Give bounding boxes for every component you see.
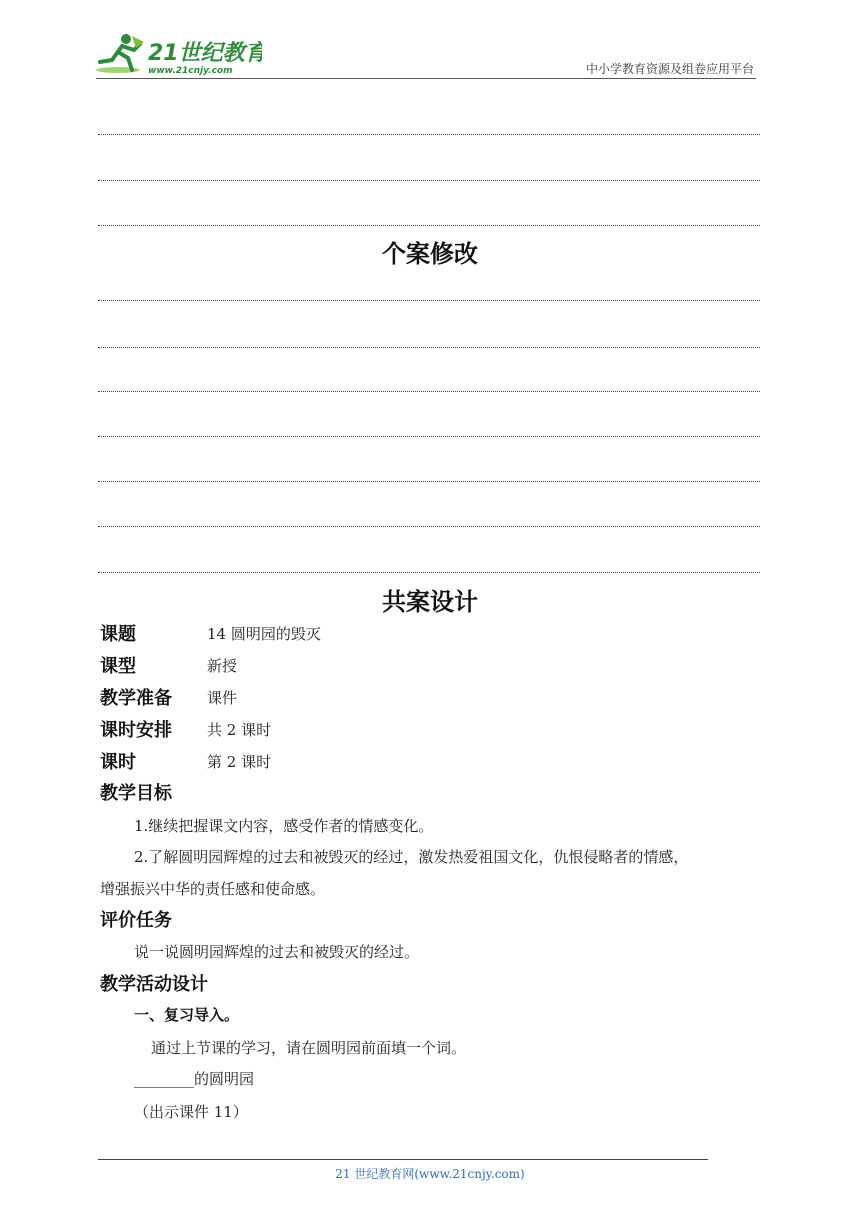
writing-line: [98, 391, 760, 392]
schedule-label: 课时安排: [100, 720, 172, 741]
header-divider: [96, 78, 756, 79]
writing-line: [98, 180, 760, 181]
writing-line: [98, 225, 760, 226]
period-label: 课时: [100, 752, 136, 773]
svg-text:21世纪教育: 21世纪教育: [148, 41, 262, 66]
topic-value: 14 圆明园的毁灭: [207, 625, 321, 643]
footer-link[interactable]: 21 世纪教育网(www.21cnjy.com): [335, 1167, 525, 1181]
period-value: 第 2 课时: [207, 753, 272, 771]
goal-item-2: 2.了解圆明园辉煌的过去和被毁灭的经过，激发热爱祖国文化，仇恨侵略者的情感，: [134, 848, 689, 866]
runner-logo-icon: [92, 30, 262, 78]
writing-line: [98, 436, 760, 437]
prep-label: 教学准备: [100, 688, 172, 709]
prep-value: 课件: [207, 689, 238, 707]
writing-line: [98, 481, 760, 482]
activity-prompt: 通过上节课的学习，请在圆明园前面填一个词。: [151, 1039, 467, 1057]
activity-step-1: 一、复习导入。: [134, 1006, 240, 1024]
writing-line: [98, 347, 760, 348]
goals-heading: 教学目标: [100, 783, 172, 804]
writing-line: [98, 572, 760, 573]
evaluation-text: 说一说圆明园辉煌的过去和被毁灭的经过。: [134, 943, 420, 961]
fill-blank-line: ________的圆明园: [134, 1070, 255, 1088]
activities-heading: 教学活动设计: [100, 974, 208, 995]
type-label: 课型: [100, 656, 136, 677]
courseware-note: （出示课件 11）: [134, 1103, 248, 1121]
writing-line: [98, 526, 760, 527]
goal-item-1: 1.继续把握课文内容，感受作者的情感变化。: [134, 817, 434, 835]
site-logo: [92, 30, 262, 78]
topic-label: 课题: [100, 624, 136, 645]
case-revision-title: 个案修改: [382, 240, 478, 268]
goal-item-2-continued: 增强振兴中华的责任感和使命感。: [100, 880, 326, 898]
footer-divider: [98, 1159, 708, 1160]
platform-name: 中小学教育资源及组卷应用平台: [585, 62, 754, 76]
svg-text:www.21cnjy.com: www.21cnjy.com: [148, 66, 233, 76]
type-value: 新授: [207, 657, 238, 675]
writing-line: [98, 134, 760, 135]
schedule-value: 共 2 课时: [207, 721, 272, 739]
shared-design-title: 共案设计: [382, 588, 478, 616]
writing-line: [98, 300, 760, 301]
evaluation-heading: 评价任务: [100, 910, 172, 931]
